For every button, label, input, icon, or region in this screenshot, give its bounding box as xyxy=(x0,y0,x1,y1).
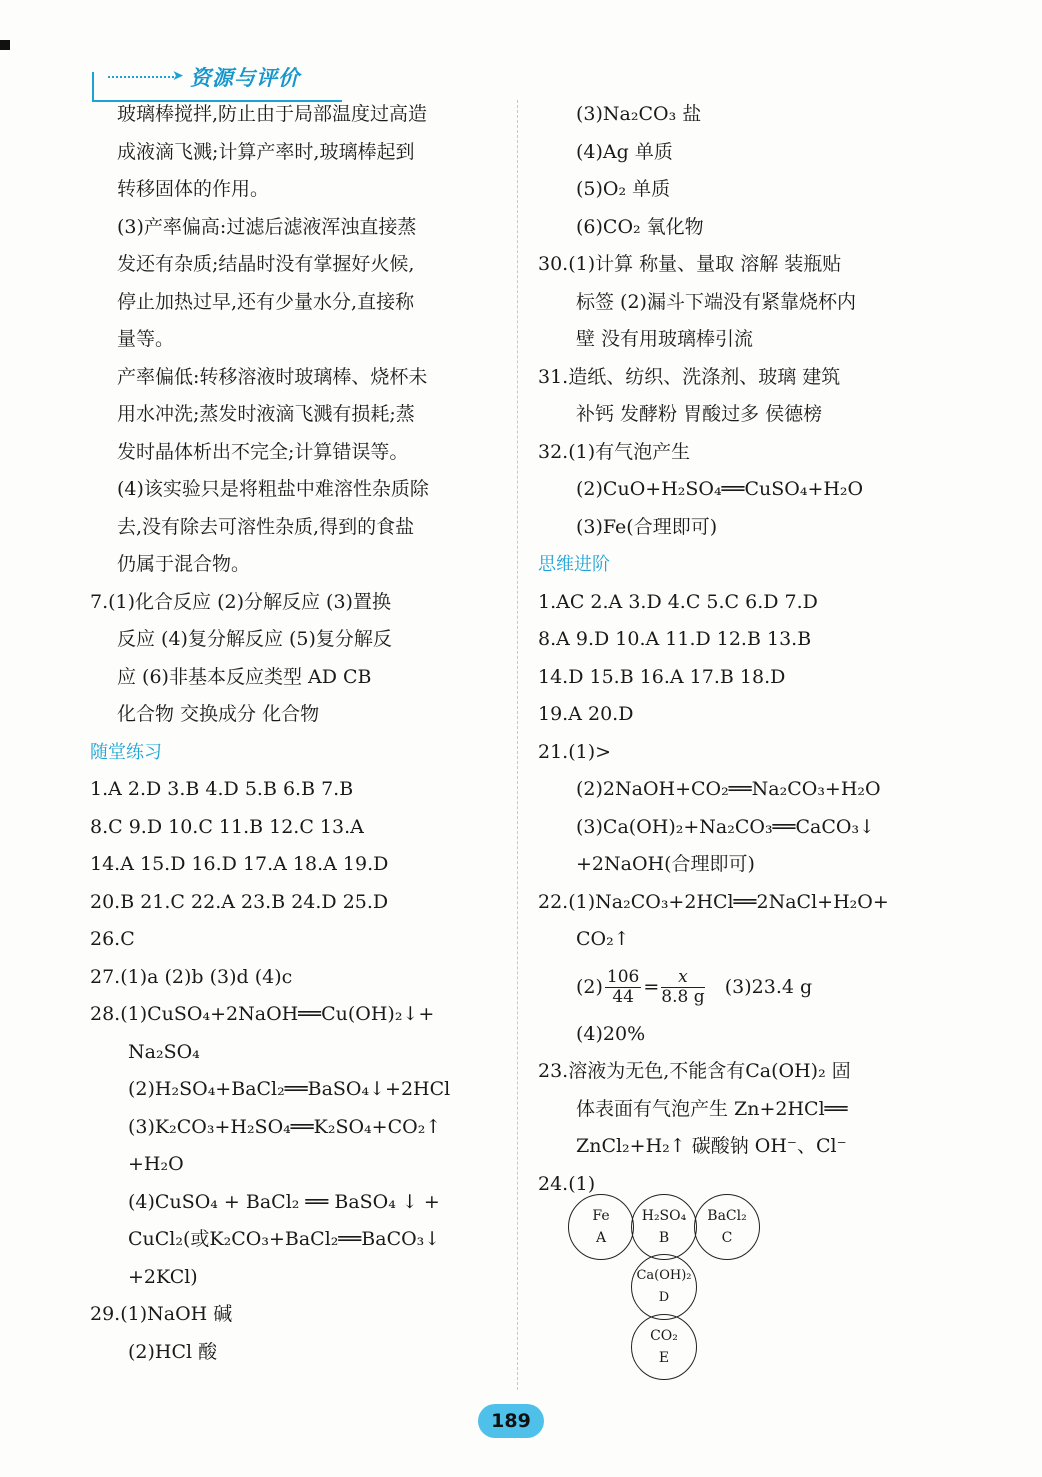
circle-a: Fe A xyxy=(568,1194,634,1260)
answer-line: 22.(1)Na₂CO₃+2HCl══2NaCl+H₂O+ xyxy=(538,890,889,913)
answer-line: (4)20% xyxy=(576,1022,646,1045)
circle-b: H₂SO₄ B xyxy=(631,1194,697,1260)
answer-line: 20.B 21.C 22.A 23.B 24.D 25.D xyxy=(90,890,389,913)
answer-line: (6)CO₂ 氧化物 xyxy=(576,215,704,238)
answer-line: 8.A 9.D 10.A 11.D 12.B 13.B xyxy=(538,628,812,650)
right-column xyxy=(538,96,948,1203)
answer-line: 去,没有除去可溶性杂质,得到的食盐 xyxy=(117,515,415,538)
answer-line: (3)K₂CO₃+H₂SO₄══K₂SO₄+CO₂↑ xyxy=(128,1115,442,1138)
circle-d: Ca(OH)₂ D xyxy=(631,1254,697,1320)
answer-line: 应 (6)非基本反应类型 AD CB xyxy=(117,665,372,688)
answer-line: (4)该实验只是将粗盐中难溶性杂质除 xyxy=(117,478,429,500)
answer-line: 8.C 9.D 10.C 11.B 12.C 13.A xyxy=(90,815,364,838)
section-heading: 随堂练习 xyxy=(90,741,162,763)
answer-line: (2)HCl 酸 xyxy=(128,1340,218,1363)
answer-line: 补钙 发酵粉 胃酸过多 侯德榜 xyxy=(576,403,823,425)
answer-line: (3)Fe(合理即可) xyxy=(576,515,718,538)
answer-line: 29.(1)NaOH 碱 xyxy=(90,1303,233,1325)
answer-line: 仍属于混合物。 xyxy=(117,553,251,575)
answer-line: 产率偏低:转移溶液时玻璃棒、烧杯未 xyxy=(117,365,428,388)
answer-line: (5)O₂ 单质 xyxy=(576,178,671,200)
answer-line: 玻璃棒搅拌,防止由于局部温度过高造 xyxy=(117,103,428,125)
corner-mark xyxy=(0,40,10,50)
answer-line: (4)Ag 单质 xyxy=(576,140,673,163)
page-number: 189 xyxy=(478,1404,544,1438)
answer-line: 标签 (2)漏斗下端没有紧靠烧杯内 xyxy=(576,290,856,313)
answer-line: 24.(1) xyxy=(538,1172,596,1195)
answer-line: +H₂O xyxy=(128,1153,184,1175)
column-divider xyxy=(517,100,518,1390)
answer-line: +2KCl) xyxy=(128,1265,198,1288)
answer-line: 成液滴飞溅;计算产率时,玻璃棒起到 xyxy=(117,140,415,163)
answer-line: 7.(1)化合反应 (2)分解反应 (3)置换 xyxy=(90,590,391,613)
header-title: 资源与评价 xyxy=(190,66,300,90)
answer-line: 转移固体的作用。 xyxy=(117,178,270,200)
answer-line: +2NaOH(合理即可) xyxy=(576,853,755,875)
header-dots xyxy=(108,76,174,78)
answer-line: 21.(1)> xyxy=(538,740,612,763)
answer-line: CuCl₂(或K₂CO₃+BaCl₂══BaCO₃↓ xyxy=(128,1228,441,1250)
circle-c: BaCl₂ C xyxy=(694,1194,760,1260)
answer-line: 31.造纸、纺织、洗涤剂、玻璃 建筑 xyxy=(538,365,841,388)
answer-line: (3)产率偏高:过滤后滤液浑浊直接蒸 xyxy=(117,215,417,238)
answer-line: 27.(1)a (2)b (3)d (4)c xyxy=(90,965,293,988)
answer-line: 32.(1)有气泡产生 xyxy=(538,440,691,463)
answer-line: Na₂SO₄ xyxy=(128,1040,200,1063)
answer-line: 14.D 15.B 16.A 17.B 18.D xyxy=(538,665,786,688)
answer-line: 19.A 20.D xyxy=(538,703,634,725)
answer-line: 28.(1)CuSO₄+2NaOH══Cu(OH)₂↓+ xyxy=(90,1003,435,1025)
answer-line: 30.(1)计算 称量、量取 溶解 装瓶贴 xyxy=(538,253,842,275)
answer-line: 反应 (4)复分解反应 (5)复分解反 xyxy=(117,628,392,650)
page-header xyxy=(0,30,1042,90)
arrow-icon: ➤ xyxy=(172,68,184,84)
answer-line: CO₂↑ xyxy=(576,928,630,950)
answer-line: 26.C xyxy=(90,928,135,950)
answer-line: 壁 没有用玻璃棒引流 xyxy=(576,328,754,350)
q22-part2: (2) $\frac{106}{44}$ = $\frac{x}{8.8 g}$ (3)23.4 g xyxy=(576,967,813,1007)
answer-line: 量等。 xyxy=(117,328,175,350)
answer-line: (4)CuSO₄ + BaCl₂ ══ BaSO₄ ↓ + xyxy=(128,1190,440,1213)
answer-line: 23.溶液为无色,不能含有Ca(OH)₂ 固 xyxy=(538,1060,851,1082)
fraction: $\frac{x}{8.8 g}$ xyxy=(661,967,705,1007)
answer-line: 用水冲洗;蒸发时液滴飞溅有损耗;蒸 xyxy=(117,403,415,425)
fraction: $\frac{106}{44}$ xyxy=(606,967,640,1007)
answer-line: 14.A 15.D 16.D 17.A 18.A 19.D xyxy=(90,853,389,875)
answer-line: ZnCl₂+H₂↑ 碳酸钠 OH⁻、Cl⁻ xyxy=(576,1135,847,1157)
answer-line: 发还有杂质;结晶时没有掌握好火候, xyxy=(117,253,415,275)
answer-line: 发时晶体析出不完全;计算错误等。 xyxy=(117,440,409,463)
circle-e: CO₂ E xyxy=(631,1314,697,1380)
answer-line: (2)CuO+H₂SO₄══CuSO₄+H₂O xyxy=(576,478,864,500)
reaction-circles-diagram xyxy=(568,1194,768,1384)
answer-line: (3)Ca(OH)₂+Na₂CO₃══CaCO₃↓ xyxy=(576,815,875,838)
answer-line: (2)2NaOH+CO₂══Na₂CO₃+H₂O xyxy=(576,778,881,800)
left-column xyxy=(90,96,500,1371)
answer-line: 1.A 2.D 3.B 4.D 5.B 6.B 7.B xyxy=(90,778,354,800)
answer-line: 体表面有气泡产生 Zn+2HCl══ xyxy=(576,1097,848,1120)
answer-line: 1.AC 2.A 3.D 4.C 5.C 6.D 7.D xyxy=(538,590,818,613)
answer-line: 化合物 交换成分 化合物 xyxy=(117,703,320,725)
answer-line: (3)Na₂CO₃ 盐 xyxy=(576,103,702,125)
answer-line: (2)H₂SO₄+BaCl₂══BaSO₄↓+2HCl xyxy=(128,1078,451,1100)
answer-line: 停止加热过早,还有少量水分,直接称 xyxy=(117,290,415,313)
section-heading: 思维进阶 xyxy=(538,554,610,575)
